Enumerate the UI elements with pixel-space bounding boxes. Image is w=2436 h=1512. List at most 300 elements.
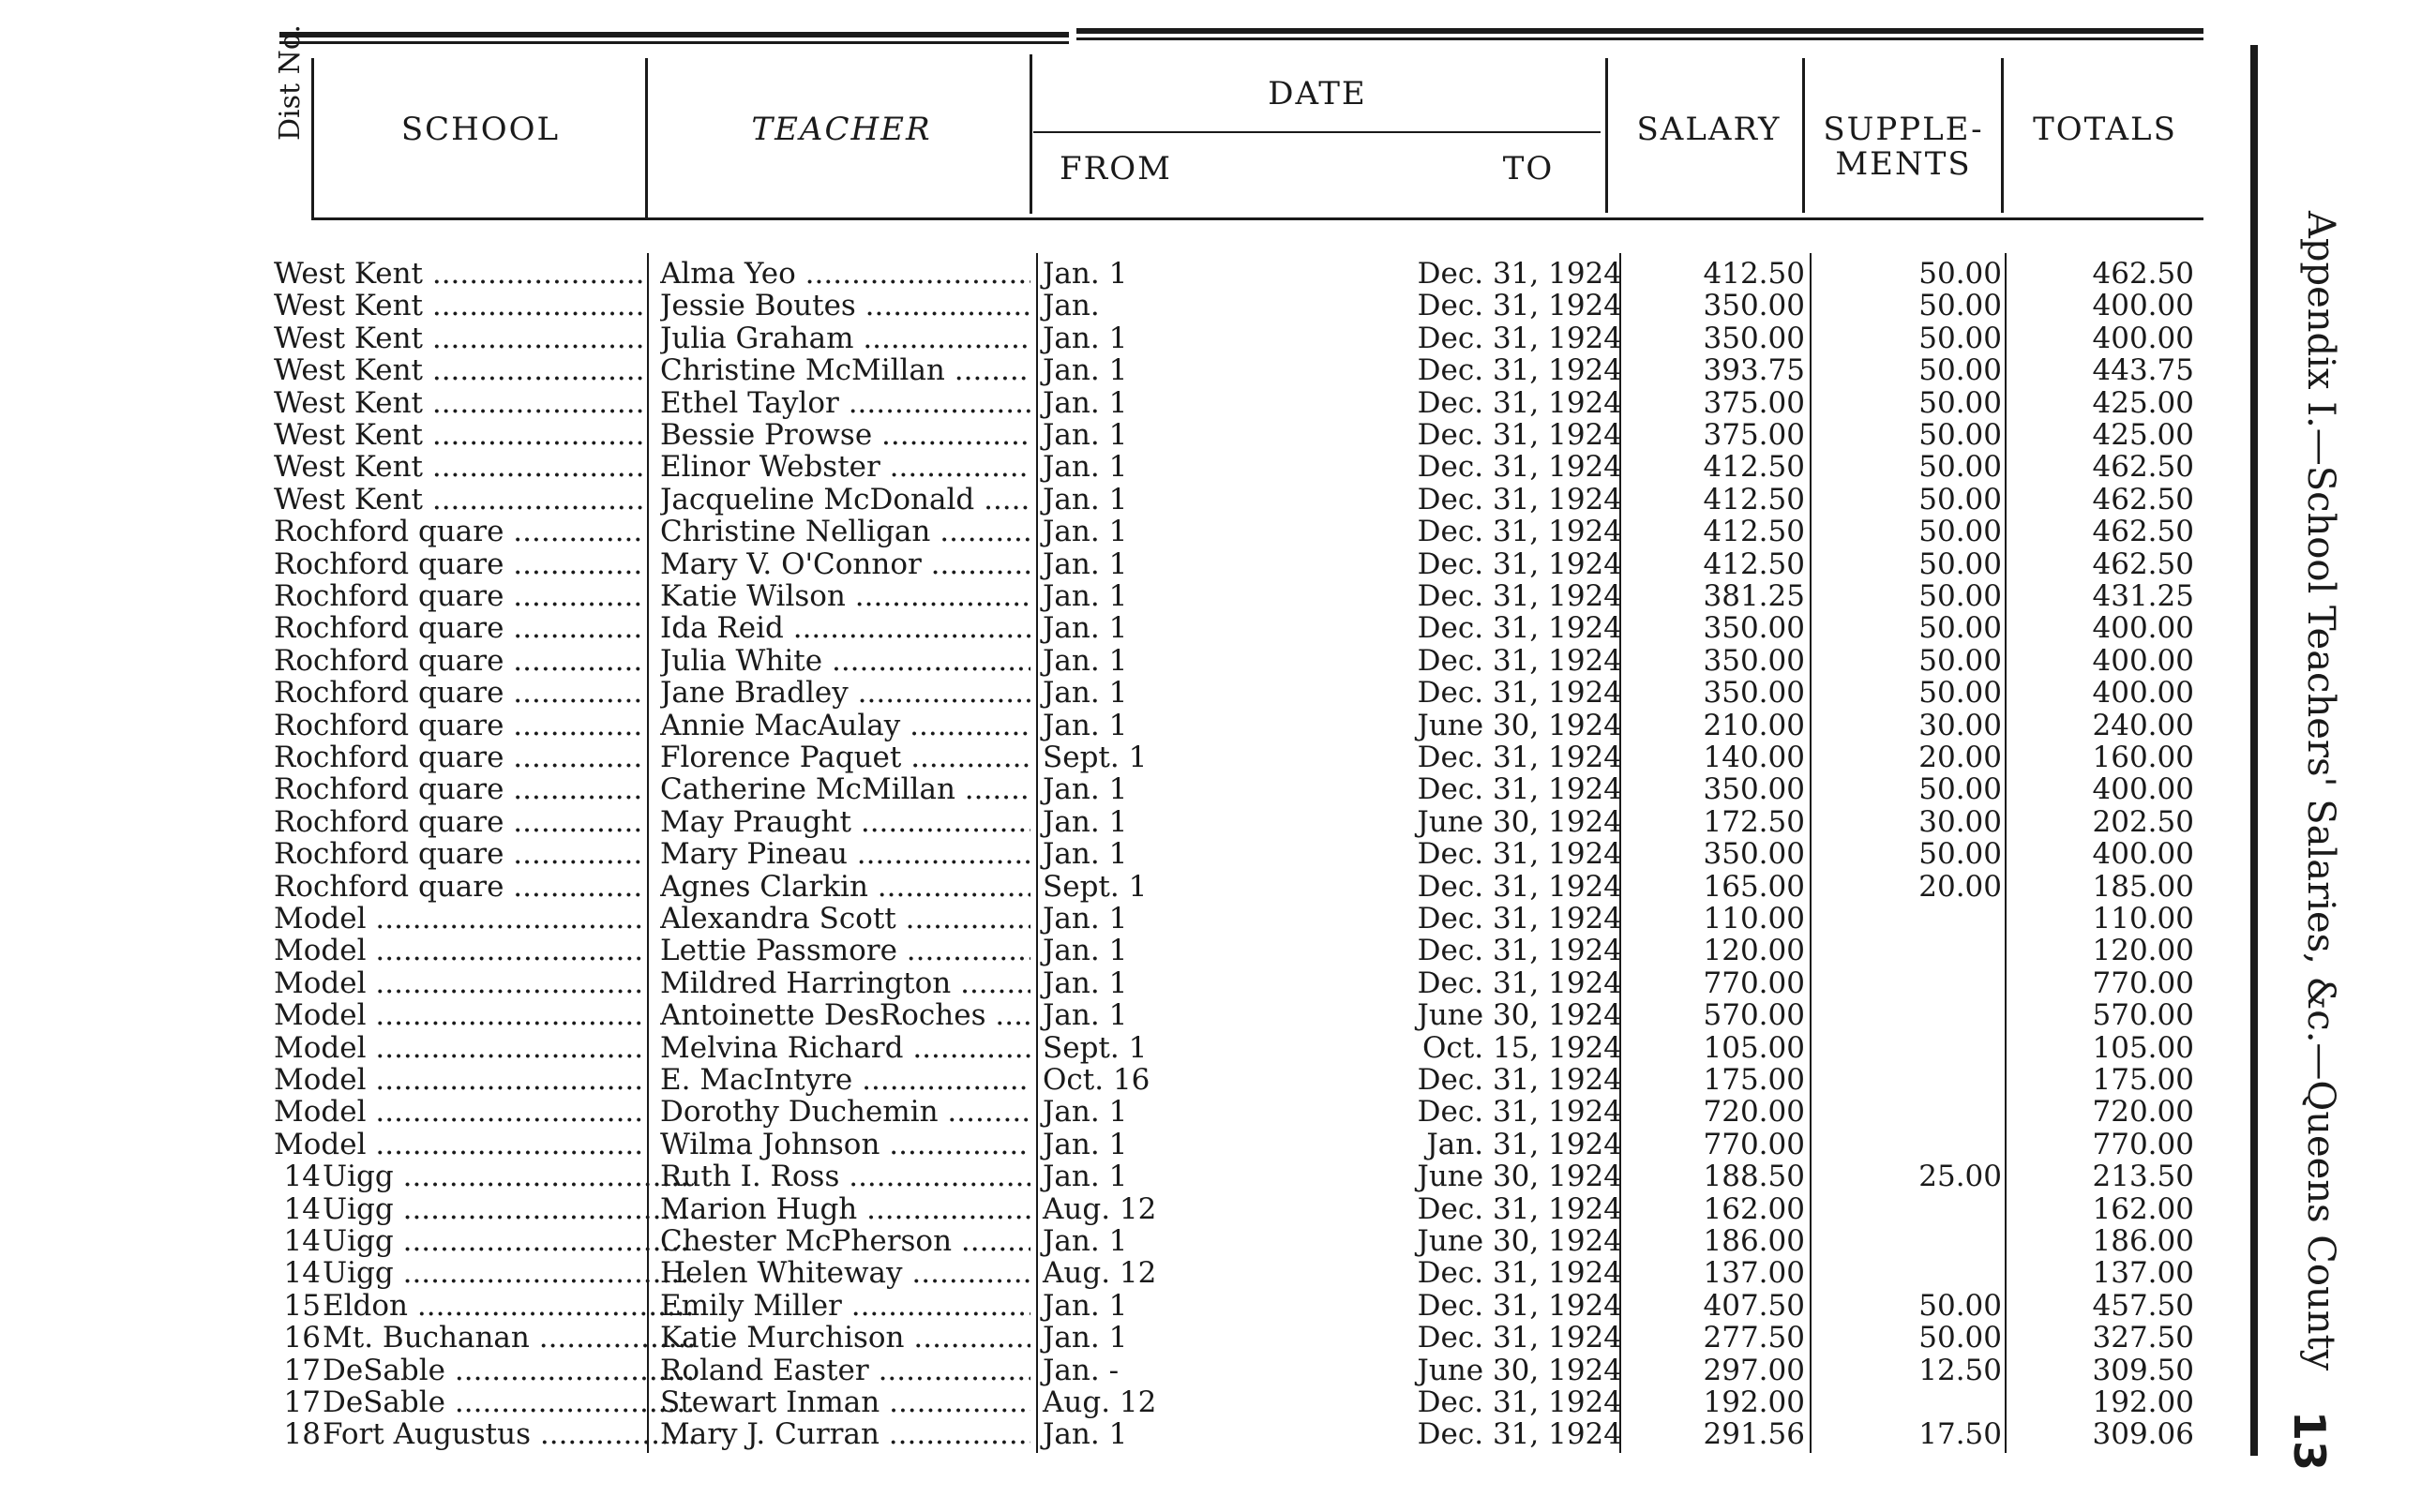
- teacher-cell: Agnes Clarkin .....: [660, 871, 1030, 903]
- to-date-cell: Dec. 31, 1924: [1417, 1288, 1622, 1323]
- from-date-cell: Jan. 1: [1043, 418, 1128, 452]
- table-row: [0, 871, 2250, 903]
- header-date: DATE: [1268, 75, 1367, 112]
- header-salary: SALARY: [1636, 111, 1782, 148]
- teacher-cell: Marion Hugh .....: [660, 1193, 1030, 1225]
- school-cell: West Kent .....: [274, 484, 644, 516]
- salary-cell: 210.00: [1703, 708, 1805, 742]
- total-cell: 400.00: [2092, 321, 2194, 355]
- to-date-cell: Dec. 31, 1924: [1417, 676, 1622, 711]
- from-date-cell: Jan. 1: [1043, 385, 1128, 420]
- school-cell: Model .....: [274, 1032, 644, 1064]
- teacher-cell: Florence Paquet .....: [660, 741, 1030, 773]
- total-cell: 400.00: [2092, 837, 2194, 872]
- from-date-cell: Jan. 1: [1043, 611, 1128, 646]
- table-row: [0, 806, 2250, 838]
- from-date-cell: Jan. 1: [1043, 676, 1128, 711]
- to-date-cell: Dec. 31, 1924: [1417, 418, 1622, 452]
- from-date-cell: Jan. 1: [1043, 353, 1128, 388]
- from-date-cell: Oct. 16: [1043, 1063, 1150, 1097]
- school-cell: Fort Augustus .....: [323, 1418, 693, 1450]
- supplements-cell: 50.00: [1918, 1288, 2002, 1323]
- table-row: [0, 258, 2250, 290]
- school-cell: Rochford quare .....: [274, 871, 644, 903]
- salary-cell: 770.00: [1703, 966, 1805, 1000]
- teacher-cell: Jane Bradley .....: [660, 677, 1030, 709]
- supplements-cell: 50.00: [1918, 515, 2002, 549]
- school-cell: West Kent .....: [274, 419, 644, 451]
- salary-cell: 192.00: [1703, 1385, 1805, 1419]
- table-row: [0, 1355, 2250, 1386]
- to-date-cell: Dec. 31, 1924: [1417, 1321, 1622, 1355]
- from-date-cell: Jan. 1: [1043, 1127, 1128, 1161]
- teacher-cell: Emily Miller .....: [660, 1290, 1030, 1322]
- supplements-cell: 50.00: [1918, 611, 2002, 646]
- school-cell: Model .....: [274, 1096, 644, 1128]
- salary-cell: 188.50: [1703, 1160, 1805, 1194]
- total-cell: 400.00: [2092, 772, 2194, 807]
- supplements-cell: 50.00: [1918, 257, 2002, 291]
- dist-no-cell: 18: [283, 1417, 321, 1452]
- salary-cell: 175.00: [1703, 1063, 1805, 1097]
- salary-cell: 350.00: [1703, 289, 1805, 323]
- header-to: TO: [1502, 150, 1555, 187]
- total-cell: 120.00: [2092, 934, 2194, 968]
- to-date-cell: Dec. 31, 1924: [1417, 1191, 1622, 1226]
- header-sep-dist: [311, 58, 314, 217]
- supplements-cell: 50.00: [1918, 450, 2002, 485]
- school-cell: Rochford quare .....: [274, 516, 644, 547]
- teacher-cell: Katie Murchison .....: [660, 1322, 1030, 1354]
- school-cell: Rochford quare .....: [274, 580, 644, 612]
- total-cell: 185.00: [2092, 869, 2194, 904]
- table-row: [0, 290, 2250, 322]
- salary-cell: 412.50: [1703, 450, 1805, 485]
- from-date-cell: Sept. 1: [1043, 1030, 1148, 1065]
- supplements-cell: 50.00: [1918, 321, 2002, 355]
- teacher-cell: Bessie Prowse .....: [660, 419, 1030, 451]
- teacher-cell: Roland Easter .....: [660, 1355, 1030, 1386]
- table-row: [0, 1096, 2250, 1128]
- salary-cell: 570.00: [1703, 998, 1805, 1033]
- total-cell: 400.00: [2092, 676, 2194, 711]
- supplements-cell: 50.00: [1918, 643, 2002, 678]
- from-date-cell: Jan. 1: [1043, 643, 1128, 678]
- teacher-cell: Jessie Boutes .....: [660, 290, 1030, 322]
- school-cell: West Kent .....: [274, 354, 644, 386]
- salary-cell: 350.00: [1703, 321, 1805, 355]
- teacher-cell: Christine McMillan .....: [660, 354, 1030, 386]
- salary-cell: 412.50: [1703, 482, 1805, 516]
- total-cell: 400.00: [2092, 289, 2194, 323]
- to-date-cell: June 30, 1924: [1417, 708, 1622, 742]
- total-cell: 425.00: [2092, 418, 2194, 452]
- supplements-cell: 50.00: [1918, 546, 2002, 581]
- school-cell: West Kent .....: [274, 387, 644, 419]
- to-date-cell: Oct. 15, 1924: [1422, 1030, 1622, 1065]
- table-row: [0, 1193, 2250, 1225]
- total-cell: 186.00: [2092, 1224, 2194, 1258]
- supplements-cell: 50.00: [1918, 418, 2002, 452]
- from-date-cell: Jan. 1: [1043, 1321, 1128, 1355]
- salary-cell: 105.00: [1703, 1030, 1805, 1065]
- school-cell: Rochford quare .....: [274, 612, 644, 644]
- total-cell: 192.00: [2092, 1385, 2194, 1419]
- school-cell: Model .....: [274, 999, 644, 1031]
- teacher-cell: Stewart Inman .....: [660, 1386, 1030, 1418]
- school-cell: West Kent .....: [274, 451, 644, 483]
- table-row: [0, 1290, 2250, 1322]
- school-cell: Rochford quare .....: [274, 710, 644, 741]
- table-row: [0, 516, 2250, 547]
- school-cell: Eldon .....: [323, 1290, 693, 1322]
- school-cell: Rochford quare .....: [274, 806, 644, 838]
- teacher-cell: Catherine McMillan .....: [660, 773, 1030, 805]
- total-cell: 720.00: [2092, 1095, 2194, 1130]
- school-cell: West Kent .....: [274, 322, 644, 354]
- from-date-cell: Jan. 1: [1043, 450, 1128, 485]
- table-row: [0, 354, 2250, 386]
- salary-cell: 350.00: [1703, 643, 1805, 678]
- total-cell: 110.00: [2092, 902, 2194, 936]
- salary-cell: 120.00: [1703, 934, 1805, 968]
- to-date-cell: Dec. 31, 1924: [1417, 1063, 1622, 1097]
- total-cell: 462.50: [2092, 257, 2194, 291]
- school-cell: Rochford quare .....: [274, 645, 644, 677]
- total-cell: 462.50: [2092, 482, 2194, 516]
- salary-cell: 110.00: [1703, 902, 1805, 936]
- teacher-cell: Helen Whiteway .....: [660, 1257, 1030, 1289]
- header-bottom-rule: [311, 217, 2203, 220]
- school-cell: Rochford quare .....: [274, 677, 644, 709]
- supplements-cell: 50.00: [1918, 482, 2002, 516]
- teacher-cell: Alexandra Scott .....: [660, 903, 1030, 935]
- to-date-cell: Jan. 31, 1924: [1426, 1127, 1622, 1161]
- total-cell: 770.00: [2092, 1127, 2194, 1161]
- header-dist-no: Dist No.: [274, 24, 307, 141]
- from-date-cell: Aug. 12: [1043, 1191, 1157, 1226]
- total-cell: 309.06: [2092, 1417, 2194, 1452]
- total-cell: 137.00: [2092, 1256, 2194, 1291]
- header-teacher: TEACHER: [751, 111, 932, 148]
- total-cell: 400.00: [2092, 611, 2194, 646]
- table-row: [0, 967, 2250, 999]
- teacher-cell: Christine Nelligan .....: [660, 516, 1030, 547]
- supplements-cell: 50.00: [1918, 676, 2002, 711]
- salary-cell: 350.00: [1703, 611, 1805, 646]
- to-date-cell: Dec. 31, 1924: [1417, 515, 1622, 549]
- teacher-cell: Mary V. O'Connor .....: [660, 548, 1030, 580]
- from-date-cell: Jan. 1: [1043, 515, 1128, 549]
- total-cell: 175.00: [2092, 1063, 2194, 1097]
- table-row: [0, 935, 2250, 966]
- to-date-cell: Dec. 31, 1924: [1417, 321, 1622, 355]
- table-row: [0, 1064, 2250, 1096]
- to-date-cell: Dec. 31, 1924: [1417, 934, 1622, 968]
- to-date-cell: Dec. 31, 1924: [1417, 966, 1622, 1000]
- from-date-cell: Jan. 1: [1043, 257, 1128, 291]
- total-cell: 160.00: [2092, 741, 2194, 774]
- from-date-cell: Jan. 1: [1043, 1095, 1128, 1130]
- school-cell: Model .....: [274, 1129, 644, 1160]
- salary-cell: 186.00: [1703, 1224, 1805, 1258]
- supplements-cell: 30.00: [1918, 708, 2002, 742]
- salary-cell: 412.50: [1703, 546, 1805, 581]
- supplements-cell: 50.00: [1918, 353, 2002, 388]
- salary-cell: 172.50: [1703, 804, 1805, 839]
- total-cell: 457.50: [2092, 1288, 2194, 1323]
- salary-cell: 162.00: [1703, 1191, 1805, 1226]
- school-cell: Uigg .....: [323, 1160, 693, 1192]
- table-row: [0, 548, 2250, 580]
- dist-no-cell: 14: [283, 1160, 321, 1194]
- teacher-cell: Lettie Passmore .....: [660, 935, 1030, 966]
- table-row: [0, 677, 2250, 709]
- table-row: [0, 645, 2250, 677]
- dist-no-cell: 16: [283, 1321, 321, 1355]
- to-date-cell: June 30, 1924: [1417, 1353, 1622, 1387]
- table-row: [0, 838, 2250, 870]
- supplements-cell: 17.50: [1918, 1417, 2002, 1452]
- table-row: [0, 1418, 2250, 1450]
- salary-cell: 350.00: [1703, 772, 1805, 807]
- from-date-cell: Jan. 1: [1043, 579, 1128, 613]
- teacher-cell: Antoinette DesRoches .....: [660, 999, 1030, 1031]
- table-row: [0, 419, 2250, 451]
- to-date-cell: June 30, 1924: [1417, 998, 1622, 1033]
- from-date-cell: Jan. 1: [1043, 1417, 1128, 1452]
- school-cell: West Kent .....: [274, 258, 644, 290]
- table-row: [0, 451, 2250, 483]
- salary-cell: 140.00: [1703, 741, 1805, 774]
- salary-cell: 137.00: [1703, 1256, 1805, 1291]
- header-school: SCHOOL: [400, 111, 561, 148]
- table-row: [0, 903, 2250, 935]
- header-supplements-1: SUPPLE-: [1823, 111, 1984, 148]
- salary-cell: 412.50: [1703, 515, 1805, 549]
- total-cell: 770.00: [2092, 966, 2194, 1000]
- header-sep-salary: [1802, 58, 1805, 213]
- to-date-cell: Dec. 31, 1924: [1417, 1095, 1622, 1130]
- from-date-cell: Jan. 1: [1043, 804, 1128, 839]
- school-cell: Rochford quare .....: [274, 741, 644, 773]
- page-number: 13: [2284, 1411, 2335, 1472]
- supplements-cell: 25.00: [1918, 1160, 2002, 1194]
- salary-cell: 381.25: [1703, 579, 1805, 613]
- header-from: FROM: [1060, 150, 1172, 187]
- total-cell: 240.00: [2092, 708, 2194, 742]
- salary-cell: 770.00: [1703, 1127, 1805, 1161]
- total-cell: 105.00: [2092, 1030, 2194, 1065]
- school-cell: Mt. Buchanan .....: [323, 1322, 693, 1354]
- table-row: [0, 484, 2250, 516]
- right-border: [2250, 45, 2258, 1456]
- to-date-cell: June 30, 1924: [1417, 1160, 1622, 1194]
- from-date-cell: Sept. 1: [1043, 741, 1148, 774]
- top-rule-left-2: [279, 41, 1069, 44]
- salary-cell: 277.50: [1703, 1321, 1805, 1355]
- table-row: [0, 1129, 2250, 1160]
- to-date-cell: Dec. 31, 1924: [1417, 257, 1622, 291]
- header-totals: TOTALS: [2033, 111, 2177, 148]
- table-row: [0, 741, 2250, 773]
- to-date-cell: Dec. 31, 1924: [1417, 546, 1622, 581]
- salary-cell: 350.00: [1703, 676, 1805, 711]
- teacher-cell: Elinor Webster .....: [660, 451, 1030, 483]
- teacher-cell: E. MacIntyre .....: [660, 1064, 1030, 1096]
- from-date-cell: Jan.: [1043, 289, 1100, 323]
- salary-cell: 375.00: [1703, 385, 1805, 420]
- dist-no-cell: 17: [283, 1385, 321, 1419]
- to-date-cell: Dec. 31, 1924: [1417, 902, 1622, 936]
- supplements-cell: 50.00: [1918, 1321, 2002, 1355]
- from-date-cell: Jan. 1: [1043, 934, 1128, 968]
- to-date-cell: Dec. 31, 1924: [1417, 643, 1622, 678]
- school-cell: Rochford quare .....: [274, 548, 644, 580]
- table-row: [0, 773, 2250, 805]
- salary-cell: 720.00: [1703, 1095, 1805, 1130]
- running-head: Appendix I.—School Teachers' Salaries, &c.—Queens County: [2299, 211, 2342, 1371]
- dist-no-cell: 14: [283, 1191, 321, 1226]
- supplements-cell: 20.00: [1918, 741, 2002, 774]
- from-date-cell: Jan. 1: [1043, 998, 1128, 1033]
- from-date-cell: Jan. 1: [1043, 708, 1128, 742]
- total-cell: 462.50: [2092, 515, 2194, 549]
- from-date-cell: Jan. -: [1043, 1353, 1120, 1387]
- table-row: [0, 710, 2250, 741]
- from-date-cell: Jan. 1: [1043, 772, 1128, 807]
- date-sub-rule: [1033, 131, 1601, 133]
- to-date-cell: Dec. 31, 1924: [1417, 741, 1622, 774]
- table-row: [0, 612, 2250, 644]
- teacher-cell: Mildred Harrington .....: [660, 967, 1030, 999]
- to-date-cell: Dec. 31, 1924: [1417, 482, 1622, 516]
- school-cell: Model .....: [274, 1064, 644, 1096]
- school-cell: Model .....: [274, 967, 644, 999]
- teacher-cell: Chester McPherson .....: [660, 1225, 1030, 1257]
- dist-no-cell: 14: [283, 1256, 321, 1291]
- salary-cell: 165.00: [1703, 869, 1805, 904]
- total-cell: 462.50: [2092, 450, 2194, 485]
- teacher-cell: Wilma Johnson .....: [660, 1129, 1030, 1160]
- teacher-cell: Alma Yeo .....: [660, 258, 1030, 290]
- total-cell: 462.50: [2092, 546, 2194, 581]
- from-date-cell: Jan. 1: [1043, 1224, 1128, 1258]
- total-cell: 425.00: [2092, 385, 2194, 420]
- header-supplements-2: MENTS: [1835, 145, 1972, 183]
- table-row: [0, 999, 2250, 1031]
- to-date-cell: Dec. 31, 1924: [1417, 1256, 1622, 1291]
- total-cell: 570.00: [2092, 998, 2194, 1033]
- dist-no-cell: 15: [283, 1288, 321, 1323]
- salary-cell: 375.00: [1703, 418, 1805, 452]
- supplements-cell: 50.00: [1918, 385, 2002, 420]
- header-sep-to: [1605, 58, 1608, 213]
- school-cell: DeSable .....: [323, 1386, 693, 1418]
- school-cell: West Kent .....: [274, 290, 644, 322]
- from-date-cell: Jan. 1: [1043, 1160, 1128, 1194]
- to-date-cell: Dec. 31, 1924: [1417, 837, 1622, 872]
- total-cell: 202.50: [2092, 804, 2194, 839]
- salary-cell: 297.00: [1703, 1353, 1805, 1387]
- school-cell: Rochford quare .....: [274, 773, 644, 805]
- table-row: [0, 1032, 2250, 1064]
- to-date-cell: Dec. 31, 1924: [1417, 353, 1622, 388]
- supplements-cell: 20.00: [1918, 869, 2002, 904]
- salary-cell: 291.56: [1703, 1417, 1805, 1452]
- table-row: [0, 322, 2250, 354]
- school-cell: Uigg .....: [323, 1225, 693, 1257]
- dist-no-cell: 14: [283, 1224, 321, 1258]
- school-cell: Model .....: [274, 935, 644, 966]
- to-date-cell: Dec. 31, 1924: [1417, 869, 1622, 904]
- supplements-cell: 50.00: [1918, 772, 2002, 807]
- salary-cell: 393.75: [1703, 353, 1805, 388]
- table-row: [0, 580, 2250, 612]
- school-cell: Rochford quare .....: [274, 838, 644, 870]
- from-date-cell: Jan. 1: [1043, 966, 1128, 1000]
- teacher-cell: Ethel Taylor .....: [660, 387, 1030, 419]
- school-cell: DeSable .....: [323, 1355, 693, 1386]
- teacher-cell: Ida Reid .....: [660, 612, 1030, 644]
- teacher-cell: Katie Wilson .....: [660, 580, 1030, 612]
- from-date-cell: Jan. 1: [1043, 546, 1128, 581]
- total-cell: 309.50: [2092, 1353, 2194, 1387]
- teacher-cell: Ruth I. Ross .....: [660, 1160, 1030, 1192]
- total-cell: 162.00: [2092, 1191, 2194, 1226]
- to-date-cell: Dec. 31, 1924: [1417, 450, 1622, 485]
- total-cell: 327.50: [2092, 1321, 2194, 1355]
- school-cell: Uigg .....: [323, 1257, 693, 1289]
- to-date-cell: Dec. 31, 1924: [1417, 611, 1622, 646]
- supplements-cell: 12.50: [1918, 1353, 2002, 1387]
- header-sep-supplements: [2001, 58, 2004, 213]
- teacher-cell: Mary Pineau .....: [660, 838, 1030, 870]
- to-date-cell: June 30, 1924: [1417, 804, 1622, 839]
- total-cell: 443.75: [2092, 353, 2194, 388]
- teacher-cell: Jacqueline McDonald .....: [660, 484, 1030, 516]
- teacher-cell: Dorothy Duchemin .....: [660, 1096, 1030, 1128]
- table-row: [0, 1160, 2250, 1192]
- teacher-cell: Julia White .....: [660, 645, 1030, 677]
- from-date-cell: Jan. 1: [1043, 321, 1128, 355]
- top-rule-left-1: [279, 32, 1069, 37]
- total-cell: 400.00: [2092, 643, 2194, 678]
- teacher-cell: Annie MacAulay .....: [660, 710, 1030, 741]
- from-date-cell: Aug. 12: [1043, 1256, 1157, 1291]
- from-date-cell: Jan. 1: [1043, 837, 1128, 872]
- from-date-cell: Sept. 1: [1043, 869, 1148, 904]
- teacher-cell: Mary J. Curran .....: [660, 1418, 1030, 1450]
- supplements-cell: 50.00: [1918, 289, 2002, 323]
- school-cell: Model .....: [274, 903, 644, 935]
- to-date-cell: Dec. 31, 1924: [1417, 1385, 1622, 1419]
- salary-cell: 412.50: [1703, 257, 1805, 291]
- supplements-cell: 50.00: [1918, 837, 2002, 872]
- to-date-cell: Dec. 31, 1924: [1417, 289, 1622, 323]
- teacher-cell: Julia Graham .....: [660, 322, 1030, 354]
- to-date-cell: Dec. 31, 1924: [1417, 1417, 1622, 1452]
- dist-no-cell: 17: [283, 1353, 321, 1387]
- to-date-cell: June 30, 1924: [1417, 1224, 1622, 1258]
- header-sep-teacher: [1030, 54, 1032, 214]
- teacher-cell: Melvina Richard .....: [660, 1032, 1030, 1064]
- table-row: [0, 1225, 2250, 1257]
- table-row: [0, 1257, 2250, 1289]
- teacher-cell: May Praught .....: [660, 806, 1030, 838]
- school-cell: Uigg .....: [323, 1193, 693, 1225]
- salary-cell: 350.00: [1703, 837, 1805, 872]
